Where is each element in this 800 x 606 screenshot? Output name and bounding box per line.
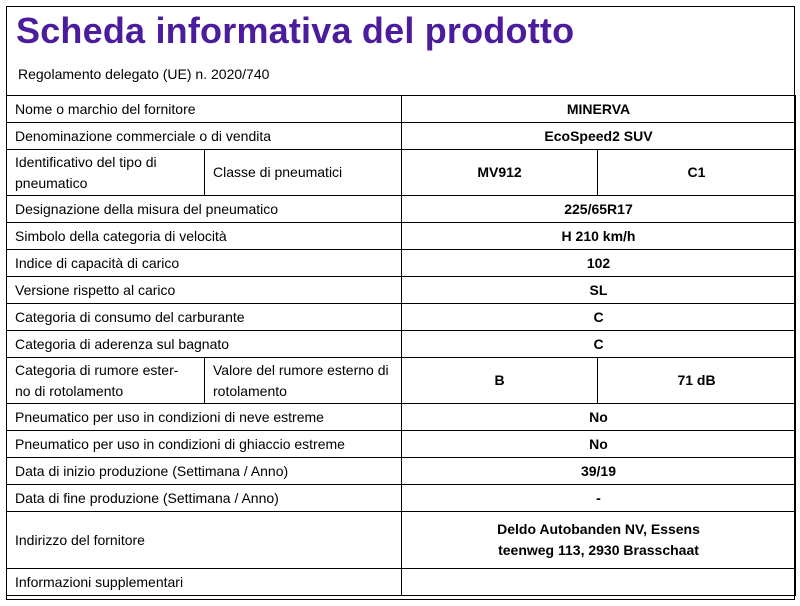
trade-name-value: EcoSpeed2 SUV (402, 123, 796, 150)
table-row (7, 331, 796, 358)
trade-name-label: Denominazione commerciale o di vendita (7, 123, 402, 150)
wet-grip-label: Categoria di aderenza sul bagnato (7, 331, 402, 358)
production-start-label: Data di inizio produzione (Settimana / Anno) (7, 458, 402, 485)
additional-info-value (402, 569, 796, 596)
table-row (7, 250, 796, 277)
table-row (7, 458, 796, 485)
production-start-value: 39/19 (402, 458, 796, 485)
load-version-value: SL (402, 277, 796, 304)
table-row (7, 358, 796, 404)
tyre-type-label: Identificativo del tipo di pneumatico (7, 150, 205, 196)
tyre-class-label: Classe di pneumatici (205, 150, 402, 196)
table-row (7, 485, 796, 512)
load-version-label: Versione rispetto al carico (7, 277, 402, 304)
supplier-address-value (402, 512, 796, 569)
table-row (7, 304, 796, 331)
load-index-label: Indice di capacità di carico (7, 250, 402, 277)
supplier-name-value: MINERVA (402, 96, 796, 123)
supplier-address-line1: Deldo Autobanden NV, Essens (497, 521, 700, 537)
page-title: Scheda informativa del prodotto (16, 10, 575, 51)
speed-value: H 210 km/h (402, 223, 796, 250)
noise-class-value: B (402, 358, 598, 404)
product-info-table (6, 95, 796, 596)
table-row (7, 96, 796, 123)
noise-value-label: Valore del rumore esterno di rotolamento (205, 358, 402, 404)
wet-grip-value: C (402, 331, 796, 358)
table-row (7, 223, 796, 250)
size-value: 225/65R17 (402, 196, 796, 223)
tyre-type-value: MV912 (402, 150, 598, 196)
ice-label: Pneumatico per uso in condizioni di ghiaccio estreme (7, 431, 402, 458)
ice-value: No (402, 431, 796, 458)
size-label: Designazione della misura del pneumatico (7, 196, 402, 223)
fuel-class-label: Categoria di consumo del carburante (7, 304, 402, 331)
load-index-value: 102 (402, 250, 796, 277)
table-row (7, 123, 796, 150)
fuel-class-value: C (402, 304, 796, 331)
regulation-reference: Regolamento delegato (UE) n. 2020/740 (18, 66, 270, 82)
table-row (7, 277, 796, 304)
snow-label: Pneumatico per uso in condizioni di neve estreme (7, 404, 402, 431)
speed-label: Simbolo della categoria di velocità (7, 223, 402, 250)
supplier-address-label: Indirizzo del fornitore (7, 512, 402, 569)
supplier-address-line2: teenweg 113, 2930 Brasschaat (498, 542, 699, 558)
tyre-class-value: C1 (598, 150, 796, 196)
noise-class-label: Categoria di rumore ester- no di rotolamento (7, 358, 205, 404)
supplier-name-label: Nome o marchio del fornitore (7, 96, 402, 123)
snow-value: No (402, 404, 796, 431)
production-end-label: Data di fine produzione (Settimana / Anno) (7, 485, 402, 512)
table-row (7, 196, 796, 223)
table-row (7, 404, 796, 431)
table-row (7, 431, 796, 458)
table-row (7, 150, 796, 196)
noise-db-value: 71 dB (598, 358, 796, 404)
additional-info-label: Informazioni supplementari (7, 569, 402, 596)
table-row (7, 512, 796, 569)
table-row (7, 569, 796, 596)
production-end-value: - (402, 485, 796, 512)
